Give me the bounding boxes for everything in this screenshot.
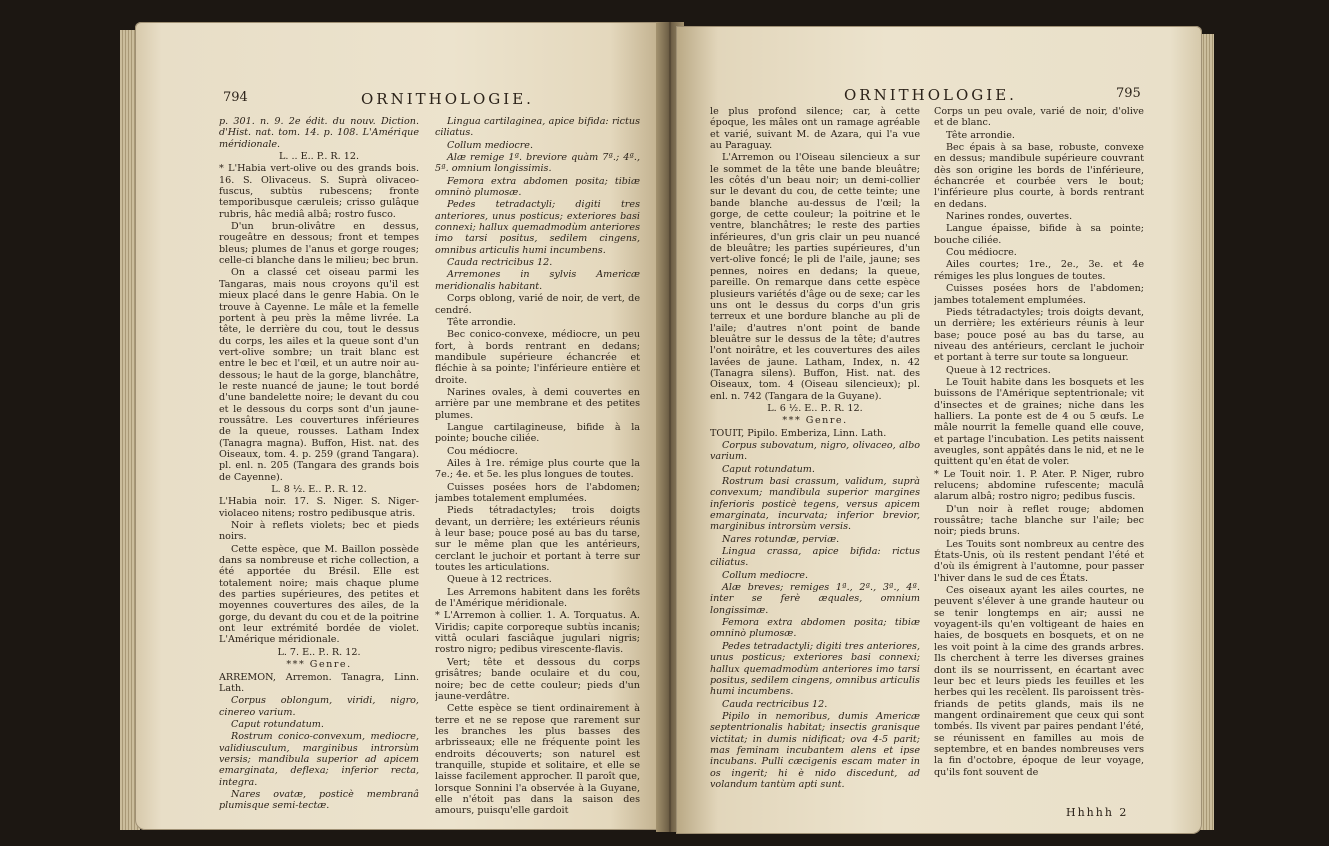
paragraph: *** Genre. bbox=[286, 659, 352, 671]
paragraph: L. 7. E.. P.. R. 12. bbox=[277, 646, 361, 658]
paragraph: Les Touits sont nombreux au centre des États-Unis, où ils restent pendant l'été et d'où ils émigrent à l'automne, pour passer l'hiver dans le sud de ces États. bbox=[934, 538, 1144, 584]
paragraph: Ailes à 1re. rémige plus courte que la 7e.; 4e. et 5e. les plus longues de toutes. bbox=[435, 457, 640, 481]
paragraph: L'Arremon ou l'Oiseau silencieux a sur le sommet de la tête une bande bleuâtre; les côtés d'un beau noir; un demi-collier sur le devant du cou, de cette teinte; une bande blanche au-dessus de l'œil; la gorge, de cette couleur; la poitrine et le ventre, blanchâtres; le reste des parties inférieures, d'un gris clair un peu nuancé de bleuâtre; les parties supérieures, d'un vert-olive foncé; le pli de l'aile, jaune; ses pennes, noires en dedans; la queue, pareille. On remarque dans cette espèce plusieurs variétés d'âge ou de sexe; car les uns ont le dessus du corps d'un gris terreux et une bordure blanche au pli de l'aile; d'autres n'ont point de bande bleuâtre sur le dessus de la tête; d'autres l'ont noirâtre, et les couvertures des ailes lavées de jaune. Latham, Index, n. 42 (Tanagra silens). Buffon, Hist. nat. des Oiseaux, tom. 4 (Oiseau silencieux); pl. enl. n. 742 (Tangara de la Guyane). bbox=[710, 152, 920, 402]
paragraph: Alæ breves; remiges 1ª., 2ª., 3ª., 4ª. inter se ferè æquales, omnium longissimæ. bbox=[710, 582, 920, 616]
paragraph: Nares ovatæ, posticè membranâ plumisque semi-tectæ. bbox=[219, 788, 419, 812]
paragraph: Cauda rectricibus 12. bbox=[447, 257, 553, 269]
paragraph: ARREMON, Arremon. Tanagra, Linn. Lath. bbox=[219, 671, 419, 694]
paragraph: Alæ remige 1ª. breviore quàm 7ª.; 4ª., 5ª. omnium longissimis. bbox=[435, 152, 640, 175]
printer-signature: Hhhhh 2 bbox=[1066, 806, 1129, 819]
paragraph: Ces oiseaux ayant les ailes courtes, ne peuvent s'élever à une grande hauteur ou se tenir longtemps en air; aussi ne voyagent-ils qu'en voltigeant de haies en haies, de bosquets en bosquets, et on ne les voit point à la cime des grands arbres. Ils cherchent à terre les diverses graines dont ils se nourrissent, en écartant avec leur bec et leurs pieds les feuilles et les herbes qui les recèlent. Ils paroissent très-friands de petits glands, mais ils ne mangent ordinairement que ceux qui sont tombés. Ils vivent par paires pendant l'été, se réunissent en familles au mois de septembre, et en bandes nombreuses vers la fin d'octobre, époque de leur voyage, qu'ils font souvent de bbox=[934, 585, 1144, 778]
paragraph: Langue cartilagineuse, bifide à la pointe; bouche ciliée. bbox=[435, 421, 640, 445]
paragraph: Tête arrondie. bbox=[447, 316, 516, 328]
paragraph: Lingua crassa, apice bifida: rictus ciliatus. bbox=[710, 546, 920, 569]
paragraph: Arremones in sylvis Americæ meridionalis habitant. bbox=[435, 269, 640, 292]
paragraph: Cou médiocre. bbox=[447, 445, 518, 457]
paragraph: Lingua cartilaginea, apice bifida: rictus ciliatus. bbox=[435, 116, 640, 139]
paragraph: Pieds tétradactyles; trois doigts devant, un derrière; les extérieurs réunis à leur base; pouce posé au bas du tarse, sur le même plan que les antérieurs, cerclant le juchoir et portant à terre sur toutes les articulations. bbox=[435, 505, 640, 574]
paragraph: Noir à reflets violets; bec et pieds noirs. bbox=[219, 520, 419, 543]
left-page bbox=[135, 22, 663, 830]
paragraph: Pieds tétradactyles; trois doigts devant, un derrière; les extérieurs réunis à leur base; pouce posé au bas du tarse, au niveau des antérieurs, cerclant le juchoir et portant à terre sur toute sa longueur. bbox=[934, 306, 1144, 364]
paragraph: Rostrum basi crassum, validum, suprà convexum; mandibula superior margines inferioris posticè tegens, versus apicem emarginata, incurvata; inferior brevior, marginibus introrsùm versis. bbox=[710, 476, 920, 533]
right-page-number: 795 bbox=[1116, 86, 1141, 101]
paragraph: Cuisses posées hors de l'abdomen; jambes totalement emplumées. bbox=[934, 283, 1144, 306]
paragraph: Pedes tetradactyli; digiti tres anteriores, unus posticus; exteriores basi connexi; hallux quemadmodùm anteriores imo tarsi positus, sedilem cingens, omnibus articulis humi incumbens. bbox=[435, 199, 640, 256]
paragraph: L. .. E.. P.. R. 12. bbox=[278, 151, 359, 163]
paragraph: * L'Arremon à collier. 1. A. Torquatus. A. Viridis; capite corporeque subtùs incanis; vittâ oculari fasciâque jugulari nigris; rostro nigro; pedibus virescente-flavis. bbox=[435, 610, 640, 656]
paragraph: Corps un peu ovale, varié de noir, d'olive et de blanc. bbox=[934, 106, 1144, 129]
paragraph: Cette espèce se tient ordinairement à terre et ne se repose que rarement sur les branches les plus basses des arbrisseaux; elle ne fréquente point les endroits découverts; son naturel est tranquille, stupide et solitaire, et elle se laisse facilement approcher. Il paroît que, lorsque Sonnini l'a observée à la Guyane, elle n'étoit pas dans la saison des amours, puisqu'elle gardoit bbox=[435, 703, 640, 817]
paragraph: Bec épais à sa base, robuste, convexe en dessus; mandibule supérieure couvrant dès son origine les bords de l'inférieure, échancrée et courbée vers le bout; l'inférieure plus courte, à bords rentrant en dedans. bbox=[934, 142, 1144, 210]
paragraph: D'un brun-olivâtre en dessus, rougeâtre en dessous; front et tempes bleus; plumes de l'anus et gorge rouges; celle-ci blanche dans le milieu; bec brun. bbox=[219, 221, 419, 267]
paragraph: Pedes tetradactyli; digiti tres anteriores, unus posticus; exteriores basi connexi; hallux quemadmodùm anteriores imo tarsi positus, sedilem cingens, omnibus articulis humi incumbens. bbox=[710, 640, 920, 698]
left-column-1 bbox=[219, 116, 419, 828]
paragraph: D'un noir à reflet rouge; abdomen roussâtre; tache blanche sur l'aile; bec noir; pieds bruns. bbox=[934, 503, 1144, 538]
right-column-1 bbox=[710, 106, 920, 806]
paragraph: Narines rondes, ouvertes. bbox=[946, 211, 1073, 223]
paragraph: Les Arremons habitent dans les forêts de l'Amérique méridionale. bbox=[435, 586, 640, 610]
paragraph: Caput rotundatum. bbox=[722, 463, 815, 475]
paragraph: Femora extra abdomen posita; tibiæ omninò plumosæ. bbox=[710, 617, 920, 640]
right-running-head: ORNITHOLOGIE. bbox=[844, 86, 1017, 104]
right-page bbox=[676, 26, 1202, 834]
paragraph: Narines ovales, à demi couvertes en arrière par une membrane et des petites plumes. bbox=[435, 386, 640, 421]
paragraph: Corps oblong, varié de noir, de vert, de cendré. bbox=[435, 293, 640, 316]
paragraph: * Le Touit noir. 1. P. Ater. P. Niger, rubro relucens; abdomine rufescente; maculâ alarum albâ; rostro nigro; pedibus fuscis. bbox=[934, 468, 1144, 503]
paragraph: L. 8 ½. E.. P.. R. 12. bbox=[271, 484, 367, 495]
paragraph: Le Touit habite dans les bosquets et les buissons de l'Amérique septentrionale; vit d'insectes et de graines; niche dans les halliers. La ponte est de 4 ou 5 œufs. Le mâle nourrit la femelle quand elle couve, et partage l'incubation. Les petits naissent aveugles, sont appâtés dans le nid, et ne le quittent qu'en état de voler. bbox=[934, 376, 1144, 468]
paragraph: Pipilo in nemoribus, dumis Americæ septentrionalis habitat; insectis granisque victitat; in dumis nidificat; ova 4-5 parit; mas feminam incubantem alens et ipse incubans. Pulli cæcigenis escam mater in os ingerit; hi è nido discedunt, ad volandum tantùm apti sunt. bbox=[710, 710, 920, 790]
paragraph: Cou médiocre. bbox=[946, 247, 1017, 259]
paragraph: Ailes courtes; 1re., 2e., 3e. et 4e rémiges les plus longues de toutes. bbox=[934, 259, 1144, 282]
paragraph: Queue à 12 rectrices. bbox=[447, 574, 552, 586]
left-page-number: 794 bbox=[223, 90, 248, 105]
paragraph: *** Genre. bbox=[782, 415, 848, 427]
paragraph: Collum mediocre. bbox=[447, 139, 534, 151]
paragraph: Cette espèce, que M. Baillon possède dans sa nombreuse et riche collection, a été apportée du Brésil. Elle est totalement noire; mais chaque plume des parties supérieures, des petites et moyennes couvertures des ailes, de la gorge, du devant du cou et de la poitrine ont leur extrémité bordée de violet. L'Amérique méridionale. bbox=[219, 543, 419, 646]
paragraph: Femora extra abdomen posita; tibiæ omninò plumosæ. bbox=[435, 175, 640, 199]
paragraph: * L'Habia vert-olive ou des grands bois. 16. S. Olivaceus. S. Suprà olivaceo-fuscus, subtùs rubescens; fronte temporibusque cæruleis; crisso gulâque rubris, hâc mediâ albâ; rostro fusco. bbox=[219, 163, 419, 220]
paragraph: Corpus oblongum, viridi, nigro, cinereo varium. bbox=[219, 695, 419, 718]
paragraph: On a classé cet oiseau parmi les Tangaras, mais nous croyons qu'il est mieux placé dans le genre Habia. On le trouve à Cayenne. Le mâle et la femelle portent à peu près la même livrée. La tête, le derrière du cou, tout le dessus du corps, les ailes et la queue sont d'un vert-olive sombre; un trait blanc est entre le bec et l'œil, et un autre noir au-dessous; le haut de la gorge, blanchâtre, le reste nuancé de jaune; le tout bordé d'une bandelette noire; le devant du cou et le dessous du corps sont d'un jaune-roussâtre. Les couvertures inférieures de la queue, rousses. Latham Index (Tanagra magna). Buffon, Hist. nat. des Oiseaux, tom. 4. p. 259 (grand Tangara). pl. enl. n. 205 (Tangara des grands bois de Cayenne). bbox=[219, 267, 419, 483]
paragraph: Corpus subovatum, nigro, olivaceo, albo varium. bbox=[710, 439, 920, 463]
left-running-head: ORNITHOLOGIE. bbox=[361, 90, 534, 108]
paragraph: TOUIT, Pipilo. Emberiza, Linn. Lath. bbox=[710, 427, 887, 439]
paragraph: L'Habia noir. 17. S. Niger. S. Niger-violaceo nitens; rostro pedibusque atris. bbox=[219, 496, 419, 519]
paragraph: Rostrum conico-convexum, mediocre, validiusculum, marginibus introrsùm versis; mandibula superior ad apicem emarginata, deflexa; inferior recta, integra. bbox=[219, 731, 419, 788]
paragraph: Tête arrondie. bbox=[946, 129, 1015, 141]
paragraph: Nares rotundæ, perviæ. bbox=[722, 533, 840, 545]
left-column-2 bbox=[435, 116, 640, 828]
paragraph: Bec conico-convexe, médiocre, un peu fort, à bords rentrant en dedans; mandibule supérieure échancrée et fléchie à sa pointe; l'inférieure entière et droite. bbox=[435, 329, 640, 386]
paragraph: Vert; tête et dessous du corps grisâtres; bande oculaire et du cou, noire; bec de cette couleur; pieds d'un jaune-verdâtre. bbox=[435, 656, 640, 702]
paragraph: Cauda rectricibus 12. bbox=[722, 698, 828, 710]
right-column-2 bbox=[934, 106, 1144, 806]
paragraph: L. 6 ½. E.. P.. R. 12. bbox=[767, 402, 863, 414]
paragraph: Collum mediocre. bbox=[722, 569, 809, 581]
paragraph: le plus profond silence; car, à cette époque, les mâles ont un ramage agréable et varié, suivant M. de Azara, qui l'a vue au Paraguay. bbox=[710, 106, 920, 152]
paragraph: Caput rotundatum. bbox=[231, 718, 324, 730]
paragraph: Langue épaisse, bifide à sa pointe; bouche ciliée. bbox=[934, 223, 1144, 246]
paragraph: p. 301. n. 9. 2e édit. du nouv. Diction. d'Hist. nat. tom. 14. p. 108. L'Amérique méridionale. bbox=[219, 116, 419, 150]
paragraph: Cuisses posées hors de l'abdomen; jambes totalement emplumées. bbox=[435, 481, 640, 504]
paragraph: Queue à 12 rectrices. bbox=[946, 364, 1051, 376]
